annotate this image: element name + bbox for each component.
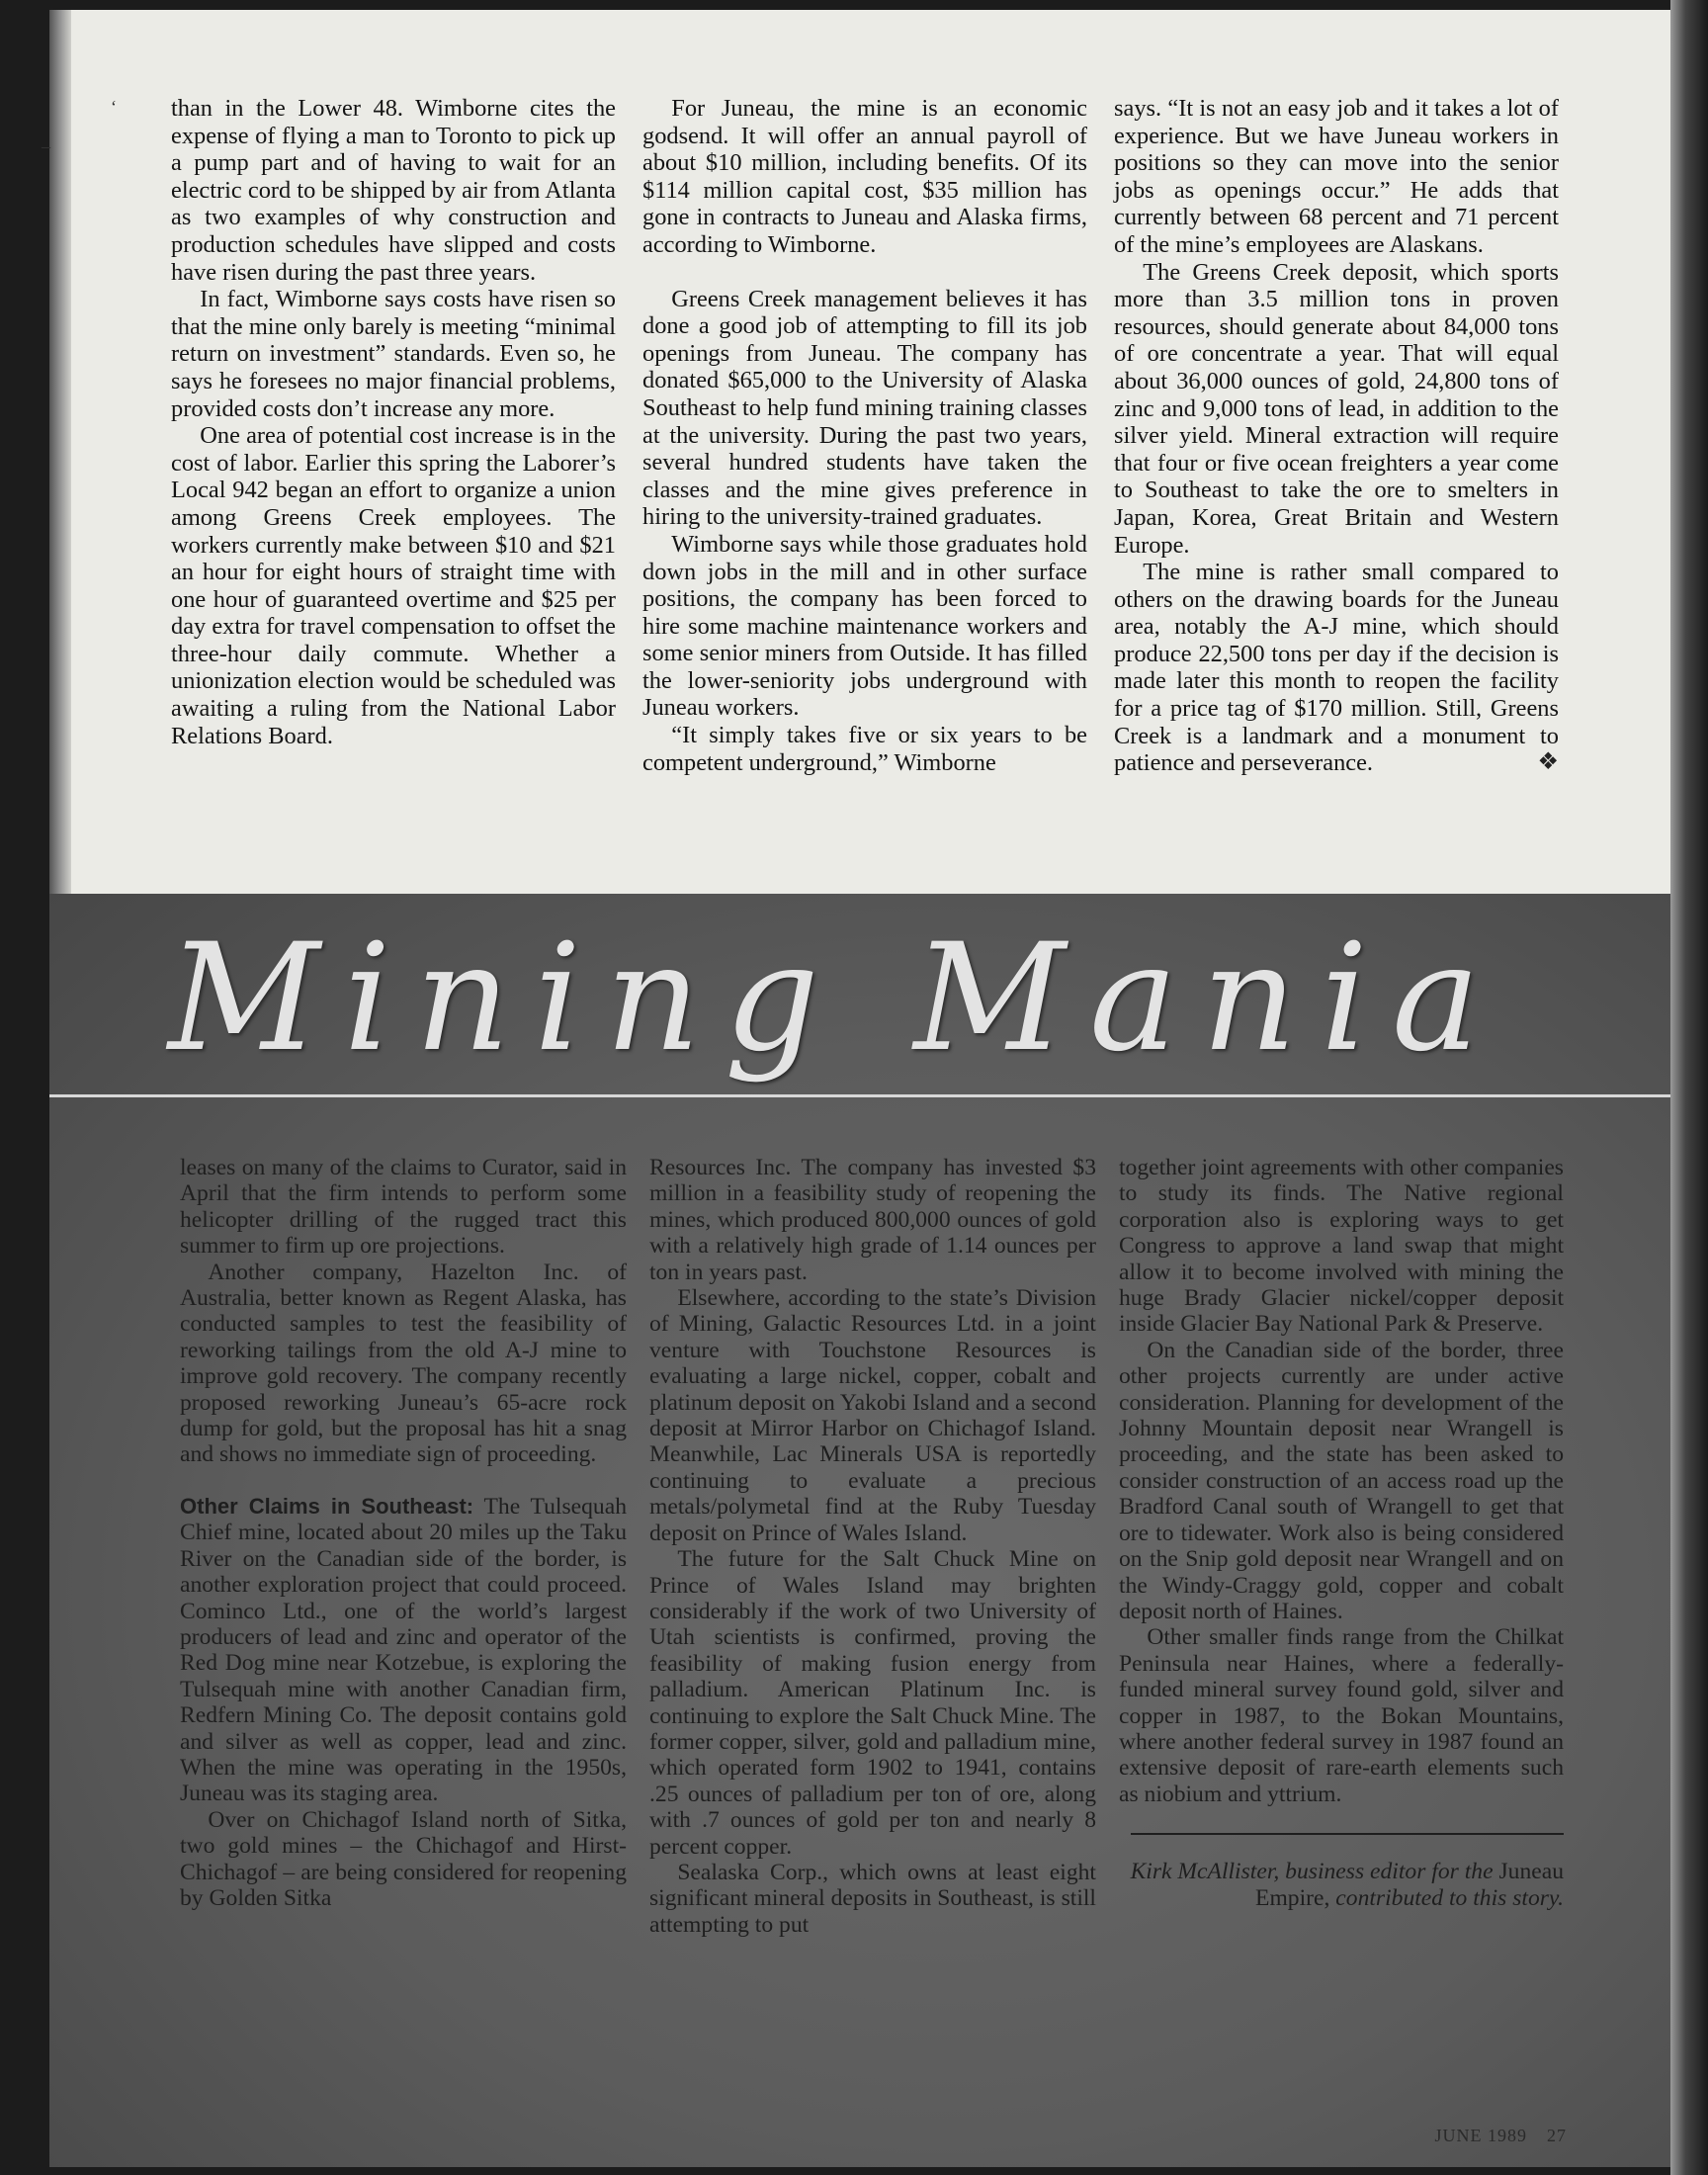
paragraph: The Greens Creek deposit, which sports more than 3.5 million tons in proven resources, should generate about 84,000 tons of ore concentrate a year. That will equal about 36,000 ounces of gold, 24,800 tons of zinc and 9,000 tons of lead, in addition to the silver yield. Mineral extraction will require that four or five ocean freighters a year come to Southeast to take the ore to smelters in Japan, Korea, Great Britain and Western Europe. bbox=[1114, 258, 1559, 559]
bottom-column-1 bbox=[180, 1155, 627, 1911]
bottom-column-3 bbox=[1119, 1155, 1564, 1911]
subheading: Other Claims in Southeast: bbox=[180, 1493, 474, 1519]
paragraph: “It simply takes five or six years to be competent underground,” Wimborne bbox=[642, 722, 1087, 776]
paragraph: For Juneau, the mine is an economic godsend. It will offer an annual payroll of about $10 million, including benefits. Of its $114 million capital cost, $35 million has gone in contracts to Juneau and Alaska firms, according to Wimborne. bbox=[642, 95, 1087, 258]
paragraph: Elsewhere, according to the state’s Division of Mining, Galactic Resources Ltd. in a joint venture with Touchstone Resources is evaluating a large nickel, copper, cobalt and platinum deposit on Yakobi Island and a second deposit at Mirror Harbor on Chichagof Island. Meanwhile, Lac Minerals USA is reportedly continuing to evaluate a precious metals/polymetal find at the Ruby Tuesday deposit on Prince of Wales Island. bbox=[649, 1285, 1096, 1546]
title-rule bbox=[49, 1094, 1670, 1097]
bottom-column-2 bbox=[649, 1155, 1096, 1938]
credit-rule bbox=[1131, 1833, 1564, 1835]
issue-date: JUNE 1989 bbox=[1434, 2126, 1527, 2145]
paragraph: The future for the Salt Chuck Mine on Prince of Wales Island may brighten considerably if the work of two University of Utah scientists is confirmed, proving the feasibility of making fusion energy from palladium. American Platinum Inc. is continuing to explore the Salt Chuck Mine. The former copper, silver, gold and palladium mine, which operated form 1902 to 1941, contains .25 ounces of palladium per ton of ore, along with .7 ounces of gold per ton and nearly 8 percent copper. bbox=[649, 1546, 1096, 1860]
paragraph: than in the Lower 48. Wimborne cites the expense of flying a man to Toronto to pick up a pump part and of having to wait for an electric cord to be shipped by air from Atlanta as two examples of why construction and production schedules have slipped and costs have risen during the past three years. bbox=[171, 95, 616, 286]
paragraph: On the Canadian side of the border, three other projects currently are under active consideration. Planning for development of the Johnny Mountain deposit near Wrangell is proceeding, and the state has been asked to consider construction of an access road up the Bradford Canal south of Wrangell to get that ore to tidewater. Work also is being considered on the Snip gold deposit near Wrangell and on the Windy-Craggy gold, copper and cobalt deposit north of Haines. bbox=[1119, 1337, 1564, 1624]
paragraph-text: The Tulsequah Chief mine, located about 20 miles up the Taku River on the Canadian side of the border, is another exploration project that could proceed. Cominco Ltd., one of the world’s largest producers of lead and zinc and operator of the Red Dog mine near Kotzebue, is exploring the Tulsequah mine with another Canadian firm, Redfern Mining Co. The deposit contains gold and silver as well as copper, lead and zinc. When the mine was operating in the 1950s, Juneau was its staging area. bbox=[180, 1493, 627, 1807]
credit-publication: Juneau Empire, bbox=[1255, 1859, 1564, 1911]
top-column-1 bbox=[171, 95, 616, 749]
credit-name: Kirk McAllister, business editor for the bbox=[1130, 1859, 1494, 1885]
article-title: Mining Mania bbox=[168, 913, 1504, 1085]
paragraph-text: The mine is rather small compared to others on the drawing boards for the Juneau area, notably the A-J mine, which should produce 22,500 tons per day if the decision is made later this month to reopen the facility for a price tag of $170 million. Still, Greens Creek is a landmark and a monument to patience and perseverance. bbox=[1114, 559, 1559, 777]
paragraph: Greens Creek management believes it has done a good job of attempting to fill its job openings from Juneau. The company has donated $65,000 to the University of Alaska Southeast to help fund mining training classes at the university. During the past two years, several hundred students have taken the classes and the mine gives preference in hiring to the university-trained graduates. bbox=[642, 285, 1087, 531]
paragraph: says. “It is not an easy job and it takes a lot of experience. But we have Juneau workers in positions so they can move into the senior jobs as openings occur.” He adds that currently between 68 percent and 71 percent of the mine’s employees are Alaskans. bbox=[1114, 95, 1559, 258]
paragraph: Wimborne says while those graduates hold down jobs in the mill and in other surface positions, the company has been forced to hire some machine maintenance workers and some senior miners from Outside. It has filled the lower-seniority jobs underground with Juneau workers. bbox=[642, 530, 1087, 722]
paragraph: Sealaska Corp., which owns at least eight significant mineral deposits in Southeast, is still attempting to put bbox=[649, 1859, 1096, 1938]
scan-speck: – bbox=[42, 136, 50, 156]
paragraph: together joint agreements with other companies to study its finds. The Native regional corporation also is exploring ways to get Congress to approve a land swap that might allow it to become involved with mining the huge Brady Glacier nickel/copper deposit inside Glacier Bay National Park & Preserve. bbox=[1119, 1155, 1564, 1338]
scan-speck: ‘ bbox=[111, 97, 117, 117]
top-column-3 bbox=[1114, 95, 1559, 777]
paragraph: Over on Chichagof Island north of Sitka, two gold mines – the Chichagof and Hirst-Chichagof – are being considered for reopening by Golden Sitka bbox=[180, 1806, 627, 1911]
credit-tail: contributed to this story. bbox=[1335, 1884, 1564, 1911]
top-column-2 bbox=[642, 95, 1087, 776]
paragraph: Other smaller finds range from the Chilkat Peninsula near Haines, where a federally-funded mineral survey found gold, silver and copper in 1987, to the Bokan Mountains, where another federal survey in 1987 found an extensive deposit of rare-earth elements such as niobium and yttrium. bbox=[1119, 1624, 1564, 1807]
paragraph bbox=[1114, 559, 1559, 777]
page-number: 27 bbox=[1547, 2126, 1567, 2145]
end-of-article-icon: ❖ bbox=[1537, 749, 1559, 776]
paragraph: Another company, Hazelton Inc. of Australia, better known as Regent Alaska, has conducted samples to test the feasibility of reworking tailings from the old A-J mine to improve gold recovery. The company recently proposed reworking Juneau’s 65-acre rock dump for gold, but the proposal has hit a snag and shows no immediate sign of proceeding. bbox=[180, 1259, 627, 1468]
page-edge-shadow bbox=[1670, 0, 1708, 2175]
paragraph: In fact, Wimborne says costs have risen so that the mine only barely is meeting “minimal return on investment” standards. Even so, he says he foresees no major financial problems, provided costs don’t increase any more. bbox=[171, 286, 616, 422]
paragraph: One area of potential cost increase is in the cost of labor. Earlier this spring the Laborer’s Local 942 began an effort to organize a union among Greens Creek employees. The workers currently make between $10 and $21 an hour for eight hours of straight time with one hour of guaranteed overtime and $25 per day extra for travel compensation to offset the three-hour daily commute. Whether a unionization election would be scheduled was awaiting a ruling from the National Labor Relations Board. bbox=[171, 422, 616, 749]
author-credit bbox=[1119, 1859, 1564, 1911]
paragraph: Resources Inc. The company has invested $3 million in a feasibility study of reopening the mines, which produced 800,000 ounces of gold with a relatively high grade of 1.14 ounces per ton in years past. bbox=[649, 1155, 1096, 1285]
page-folio bbox=[1379, 2126, 1567, 2146]
paragraph bbox=[180, 1494, 627, 1807]
paragraph: leases on many of the claims to Curator, said in April that the firm intends to perform some helicopter drilling of the rugged tract this summer to firm up ore projections. bbox=[180, 1155, 627, 1260]
